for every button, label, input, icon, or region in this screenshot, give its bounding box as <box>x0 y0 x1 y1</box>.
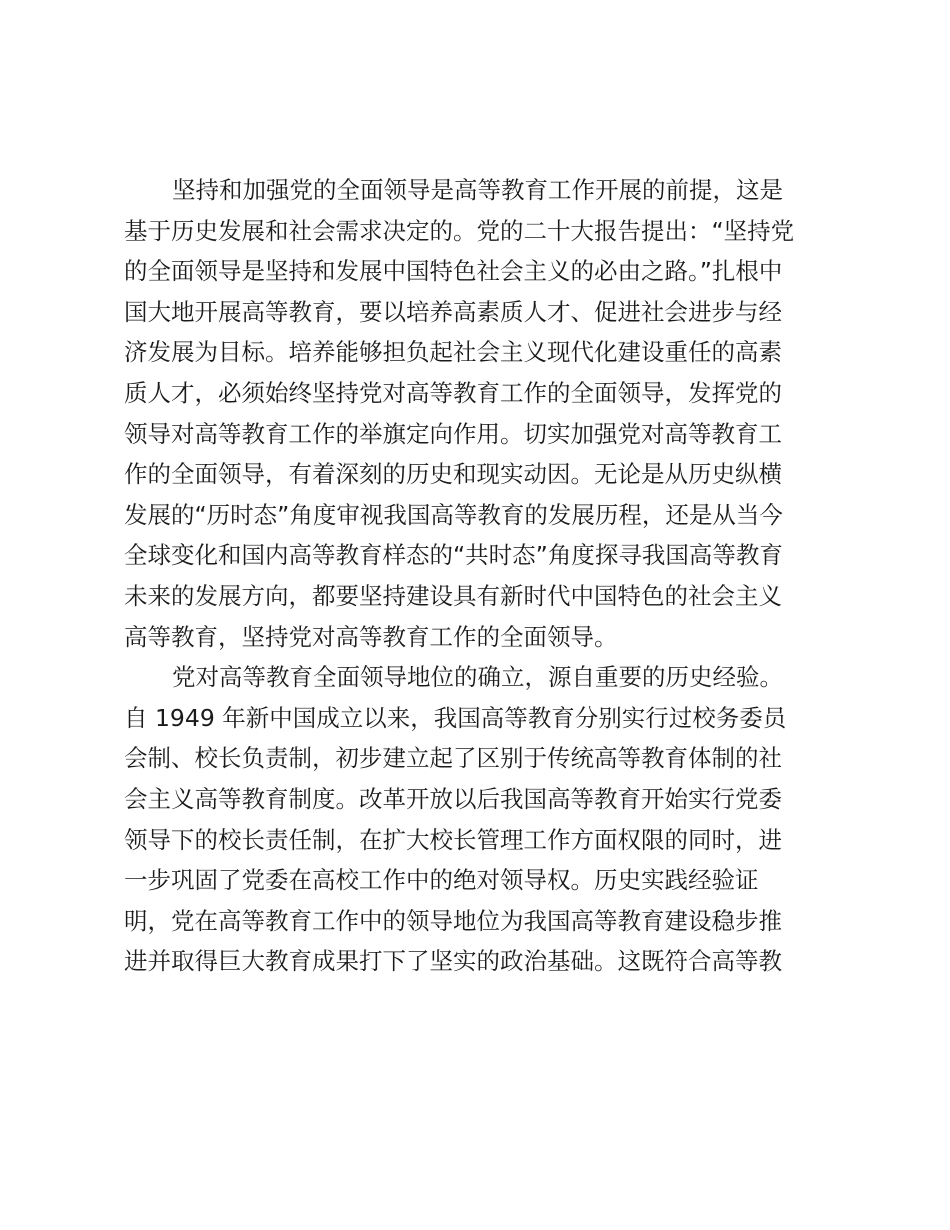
text-line: 未来的发展方向，都要坚持建设具有新时代中国特色的社会主义 <box>124 581 782 610</box>
text-line: 国大地开展高等教育，要以培养高素质人才、促进社会进步与经 <box>124 297 782 326</box>
text-line: 会制、校长负责制，初步建立起了区别于传统高等教育体制的社 <box>124 744 782 773</box>
paragraph-1 <box>124 170 834 657</box>
text-line: 明，党在高等教育工作中的领导地位为我国高等教育建设稳步推 <box>124 906 782 935</box>
text-line: 一步巩固了党委在高校工作中的绝对领导权。历史实践经验证 <box>124 866 759 895</box>
text-line: 济发展为目标。培养能够担负起社会主义现代化建设重任的高素 <box>124 338 782 367</box>
text-line: 自 1949 年新中国成立以来，我国高等教育分别实行过校务委员 <box>124 703 787 732</box>
paragraph-2 <box>124 657 834 982</box>
text-line: 的全面领导是坚持和发展中国特色社会主义的必由之路。”扎根中 <box>124 257 783 286</box>
text-line: 领导对高等教育工作的举旗定向作用。切实加强党对高等教育工 <box>124 419 782 448</box>
text-line: 会主义高等教育制度。改革开放以后我国高等教育开始实行党委 <box>124 784 782 813</box>
body-text <box>124 170 834 982</box>
text-line: 坚持和加强党的全面领导是高等教育工作开展的前提，这是 <box>172 176 783 204</box>
text-line: 高等教育，坚持党对高等教育工作的全面领导。 <box>124 622 618 651</box>
text-line: 党对高等教育全面领导地位的确立，源自重要的历史经验。 <box>172 663 783 692</box>
text-line: 基于历史发展和社会需求决定的。党的二十大报告提出：“坚持党 <box>124 216 795 245</box>
text-line: 进并取得巨大教育成果打下了坚实的政治基础。这既符合高等教 <box>124 947 782 976</box>
text-line: 发展的“历时态”角度审视我国高等教育的发展历程，还是从当今 <box>124 500 783 529</box>
text-line: 质人才，必须始终坚持党对高等教育工作的全面领导，发挥党的 <box>124 378 782 407</box>
text-line: 作的全面领导，有着深刻的历史和现实动因。无论是从历史纵横 <box>124 460 782 489</box>
text-line: 全球变化和国内高等教育样态的“共时态”角度探寻我国高等教育 <box>124 541 783 570</box>
text-line: 领导下的校长责任制，在扩大校长管理工作方面权限的同时，进 <box>124 825 782 854</box>
